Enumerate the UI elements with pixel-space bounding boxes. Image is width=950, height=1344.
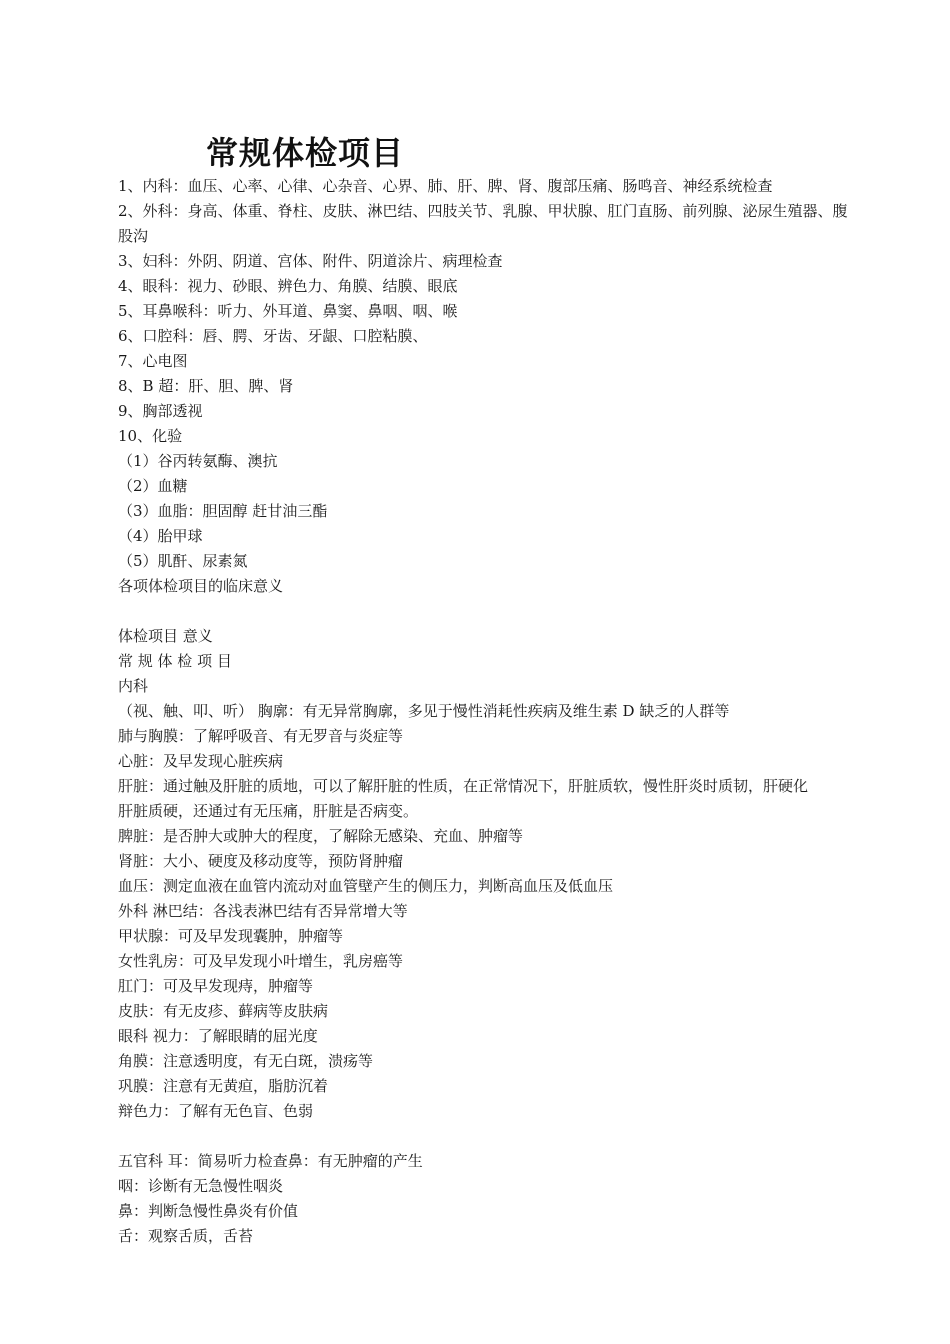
text-line: 心脏：及早发现心脏疾病 bbox=[118, 752, 284, 770]
text-line: 舌：观察舌质，舌苔 bbox=[118, 1227, 254, 1245]
text-line: 辩色力：了解有无色盲、色弱 bbox=[118, 1102, 314, 1120]
text-line: 9、胸部透视 bbox=[118, 402, 203, 420]
text-line: 女性乳房：可及早发现小叶增生，乳房癌等 bbox=[118, 952, 404, 970]
text-line: （5）肌酐、尿素氮 bbox=[118, 552, 248, 570]
text-line: 2、外科：身高、体重、脊柱、皮肤、淋巴结、四肢关节、乳腺、甲状腺、肛门直肠、前列腺、泌尿生殖器、腹 bbox=[118, 202, 848, 220]
text-line: 内科 bbox=[118, 677, 149, 695]
text-line: 甲状腺：可及早发现囊肿，肿瘤等 bbox=[118, 927, 344, 945]
text-line: 角膜：注意透明度，有无白斑，溃疡等 bbox=[118, 1052, 374, 1070]
text-line: 1、内科：血压、心率、心律、心杂音、心界、肺、肝、脾、肾、腹部压痛、肠鸣音、神经系统检查 bbox=[118, 177, 773, 195]
text-line: 6、口腔科：唇、腭、牙齿、牙龈、口腔粘膜、 bbox=[118, 327, 428, 345]
text-line: （视、触、叩、听） 胸廓：有无异常胸廓，多见于慢性消耗性疾病及维生素 D 缺乏的人群等 bbox=[118, 702, 730, 720]
text-line: 眼科 视力：了解眼睛的屈光度 bbox=[118, 1027, 318, 1045]
text-line: 7、心电图 bbox=[118, 352, 188, 370]
text-line: 五官科 耳：简易听力检查鼻：有无肿瘤的产生 bbox=[118, 1152, 423, 1170]
text-line: 肝脏质硬，还通过有无压痛，肝脏是否病变。 bbox=[118, 802, 419, 820]
text-line: 脾脏：是否肿大或肿大的程度，了解除无感染、充血、肿瘤等 bbox=[118, 827, 524, 845]
text-line: （3）血脂：胆固醇 赶甘油三酯 bbox=[118, 502, 328, 520]
text-line: 肺与胸膜：了解呼吸音、有无罗音与炎症等 bbox=[118, 727, 404, 745]
text-line: （1）谷丙转氨酶、澳抗 bbox=[118, 452, 278, 470]
text-line: 3、妇科：外阴、阴道、宫体、附件、阴道涂片、病理检查 bbox=[118, 252, 503, 270]
text-line: 咽：诊断有无急慢性咽炎 bbox=[118, 1177, 284, 1195]
text-line: 肾脏：大小、硬度及移动度等，预防肾肿瘤 bbox=[118, 852, 404, 870]
text-line: 5、耳鼻喉科：听力、外耳道、鼻窦、鼻咽、咽、喉 bbox=[118, 302, 458, 320]
text-line: 巩膜：注意有无黄疸，脂肪沉着 bbox=[118, 1077, 329, 1095]
text-line: （4）胎甲球 bbox=[118, 527, 203, 545]
text-line: 血压：测定血液在血管内流动对血管壁产生的侧压力，判断高血压及低血压 bbox=[118, 877, 614, 895]
text-line: 4、眼科：视力、砂眼、辨色力、角膜、结膜、眼底 bbox=[118, 277, 458, 295]
text-line: 鼻：判断急慢性鼻炎有价值 bbox=[118, 1202, 299, 1220]
document-body bbox=[118, 174, 868, 1249]
text-line: 肛门：可及早发现痔，肿瘤等 bbox=[118, 977, 314, 995]
text-line: 肝脏：通过触及肝脏的质地，可以了解肝脏的性质，在正常情况下，肝脏质软，慢性肝炎时质韧，肝硬化 bbox=[118, 777, 809, 795]
document-title: 常规体检项目 bbox=[206, 134, 405, 172]
text-line: 10、化验 bbox=[118, 427, 183, 445]
text-line: 皮肤：有无皮疹、藓病等皮肤病 bbox=[118, 1002, 329, 1020]
text-line: 体检项目 意义 bbox=[118, 627, 213, 645]
blank-line bbox=[118, 599, 868, 624]
text-line: 8、B 超：肝、胆、脾、肾 bbox=[118, 377, 294, 395]
text-line: 外科 淋巴结：各浅表淋巴结有否异常增大等 bbox=[118, 902, 408, 920]
text-line: 各项体检项目的临床意义 bbox=[118, 577, 284, 595]
text-line: 股沟 bbox=[118, 227, 149, 245]
blank-line bbox=[118, 1124, 868, 1149]
text-line: （2）血糖 bbox=[118, 477, 188, 495]
text-line: 常 规 体 检 项 目 bbox=[118, 652, 232, 670]
